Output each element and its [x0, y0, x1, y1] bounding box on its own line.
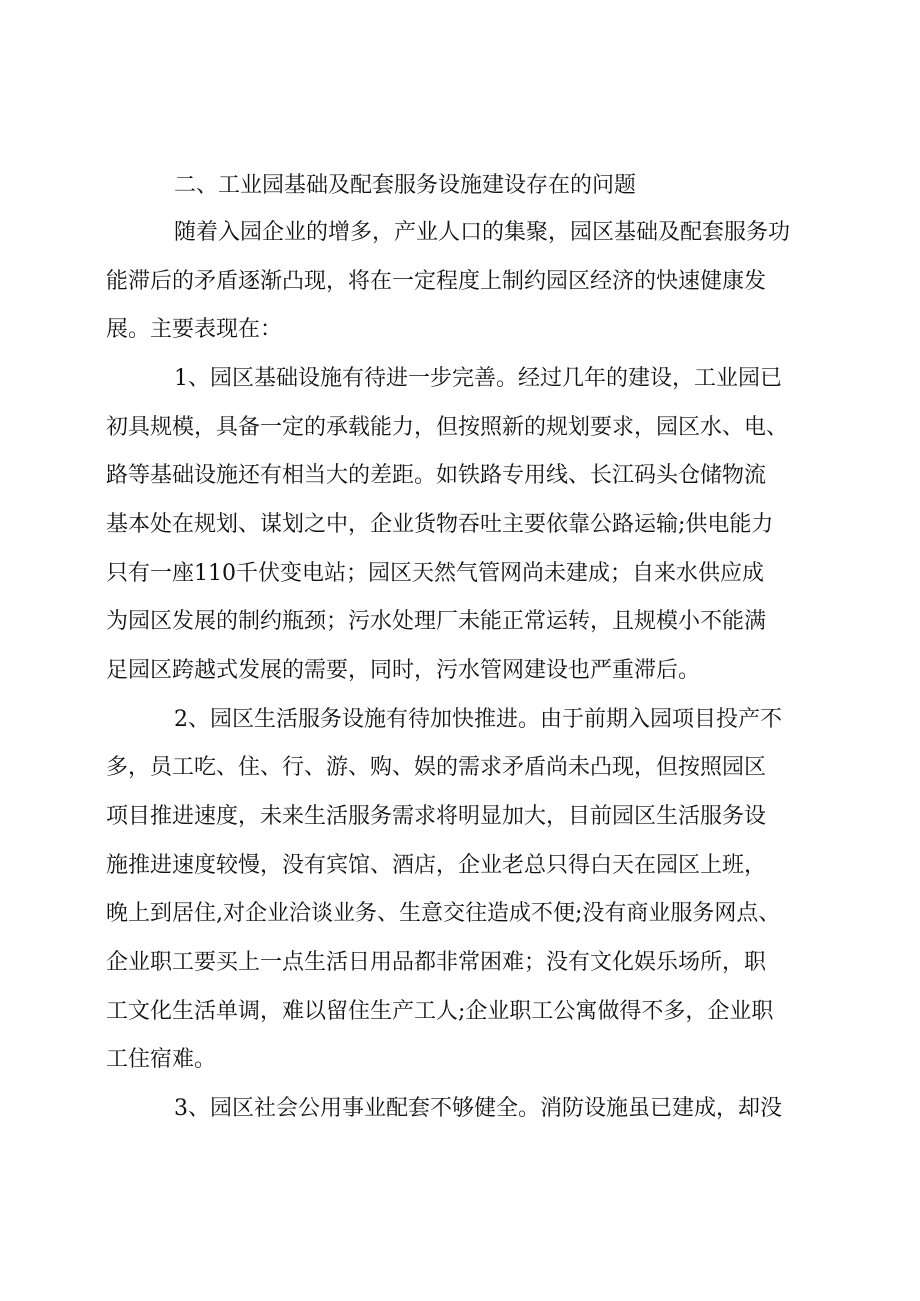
paragraph-2-line-6: 为园区发展的制约瓶颈；污水处理厂未能正常运转，且规模小不能满: [106, 609, 767, 634]
section-heading: 二、工业园基础及配套服务设施建设存在的问题: [174, 173, 637, 198]
paragraph-1-line-3: 展。主要表现在：: [106, 317, 283, 342]
paragraph-2-line-1: 1、园区基础设施有待进一步完善。经过几年的建设，工业园已: [174, 366, 782, 391]
paragraph-3-line-5: 晚上到居住,对企业洽谈业务、生意交往造成不便;没有商业服务网点、: [106, 901, 781, 926]
paragraph-2-line-4: 基本处在规划、谋划之中，企业货物吞吐主要依靠公路运输;供电能力: [106, 512, 774, 537]
paragraph-2-line-5: 只有一座110千伏变电站；园区天然气管网尚未建成；自来水供应成: [106, 561, 764, 586]
paragraph-2-line-2: 初具规模，具备一定的承载能力，但按照新的规划要求，园区水、电、: [106, 415, 789, 440]
paragraph-3-line-6: 企业职工要买上一点生活日用品都非常困难；没有文化娱乐场所，职: [106, 950, 767, 975]
paragraph-3-line-4: 施推进速度较慢，没有宾馆、酒店，企业老总只得白天在园区上班，: [106, 853, 767, 878]
paragraph-1-line-1: 随着入园企业的增多，产业人口的集聚，园区基础及配套服务功: [174, 220, 791, 245]
paragraph-3-line-2: 多，员工吃、住、行、游、购、娱的需求矛盾尚未凸现，但按照园区: [106, 755, 767, 780]
paragraph-3-line-3: 项目推进速度，未来生活服务需求将明显加大，目前园区生活服务设: [106, 804, 767, 829]
paragraph-2-line-3: 路等基础设施还有相当大的差距。如铁路专用线、长江码头仓储物流: [106, 463, 767, 488]
paragraph-2-line-7: 足园区跨越式发展的需要，同时，污水管网建设也严重滞后。: [106, 658, 701, 683]
paragraph-3-line-1: 2、园区生活服务设施有待加快推进。由于前期入园项目投产不: [174, 707, 782, 732]
paragraph-1-line-2: 能滞后的矛盾逐渐凸现，将在一定程度上制约园区经济的快速健康发: [106, 269, 767, 294]
paragraph-4-line-1: 3、园区社会公用事业配套不够健全。消防设施虽已建成，却没: [174, 1096, 782, 1121]
paragraph-3-line-8: 工住宿难。: [106, 1047, 217, 1072]
paragraph-3-line-7: 工文化生活单调，难以留住生产工人;企业职工公寓做得不多，企业职: [106, 999, 774, 1024]
